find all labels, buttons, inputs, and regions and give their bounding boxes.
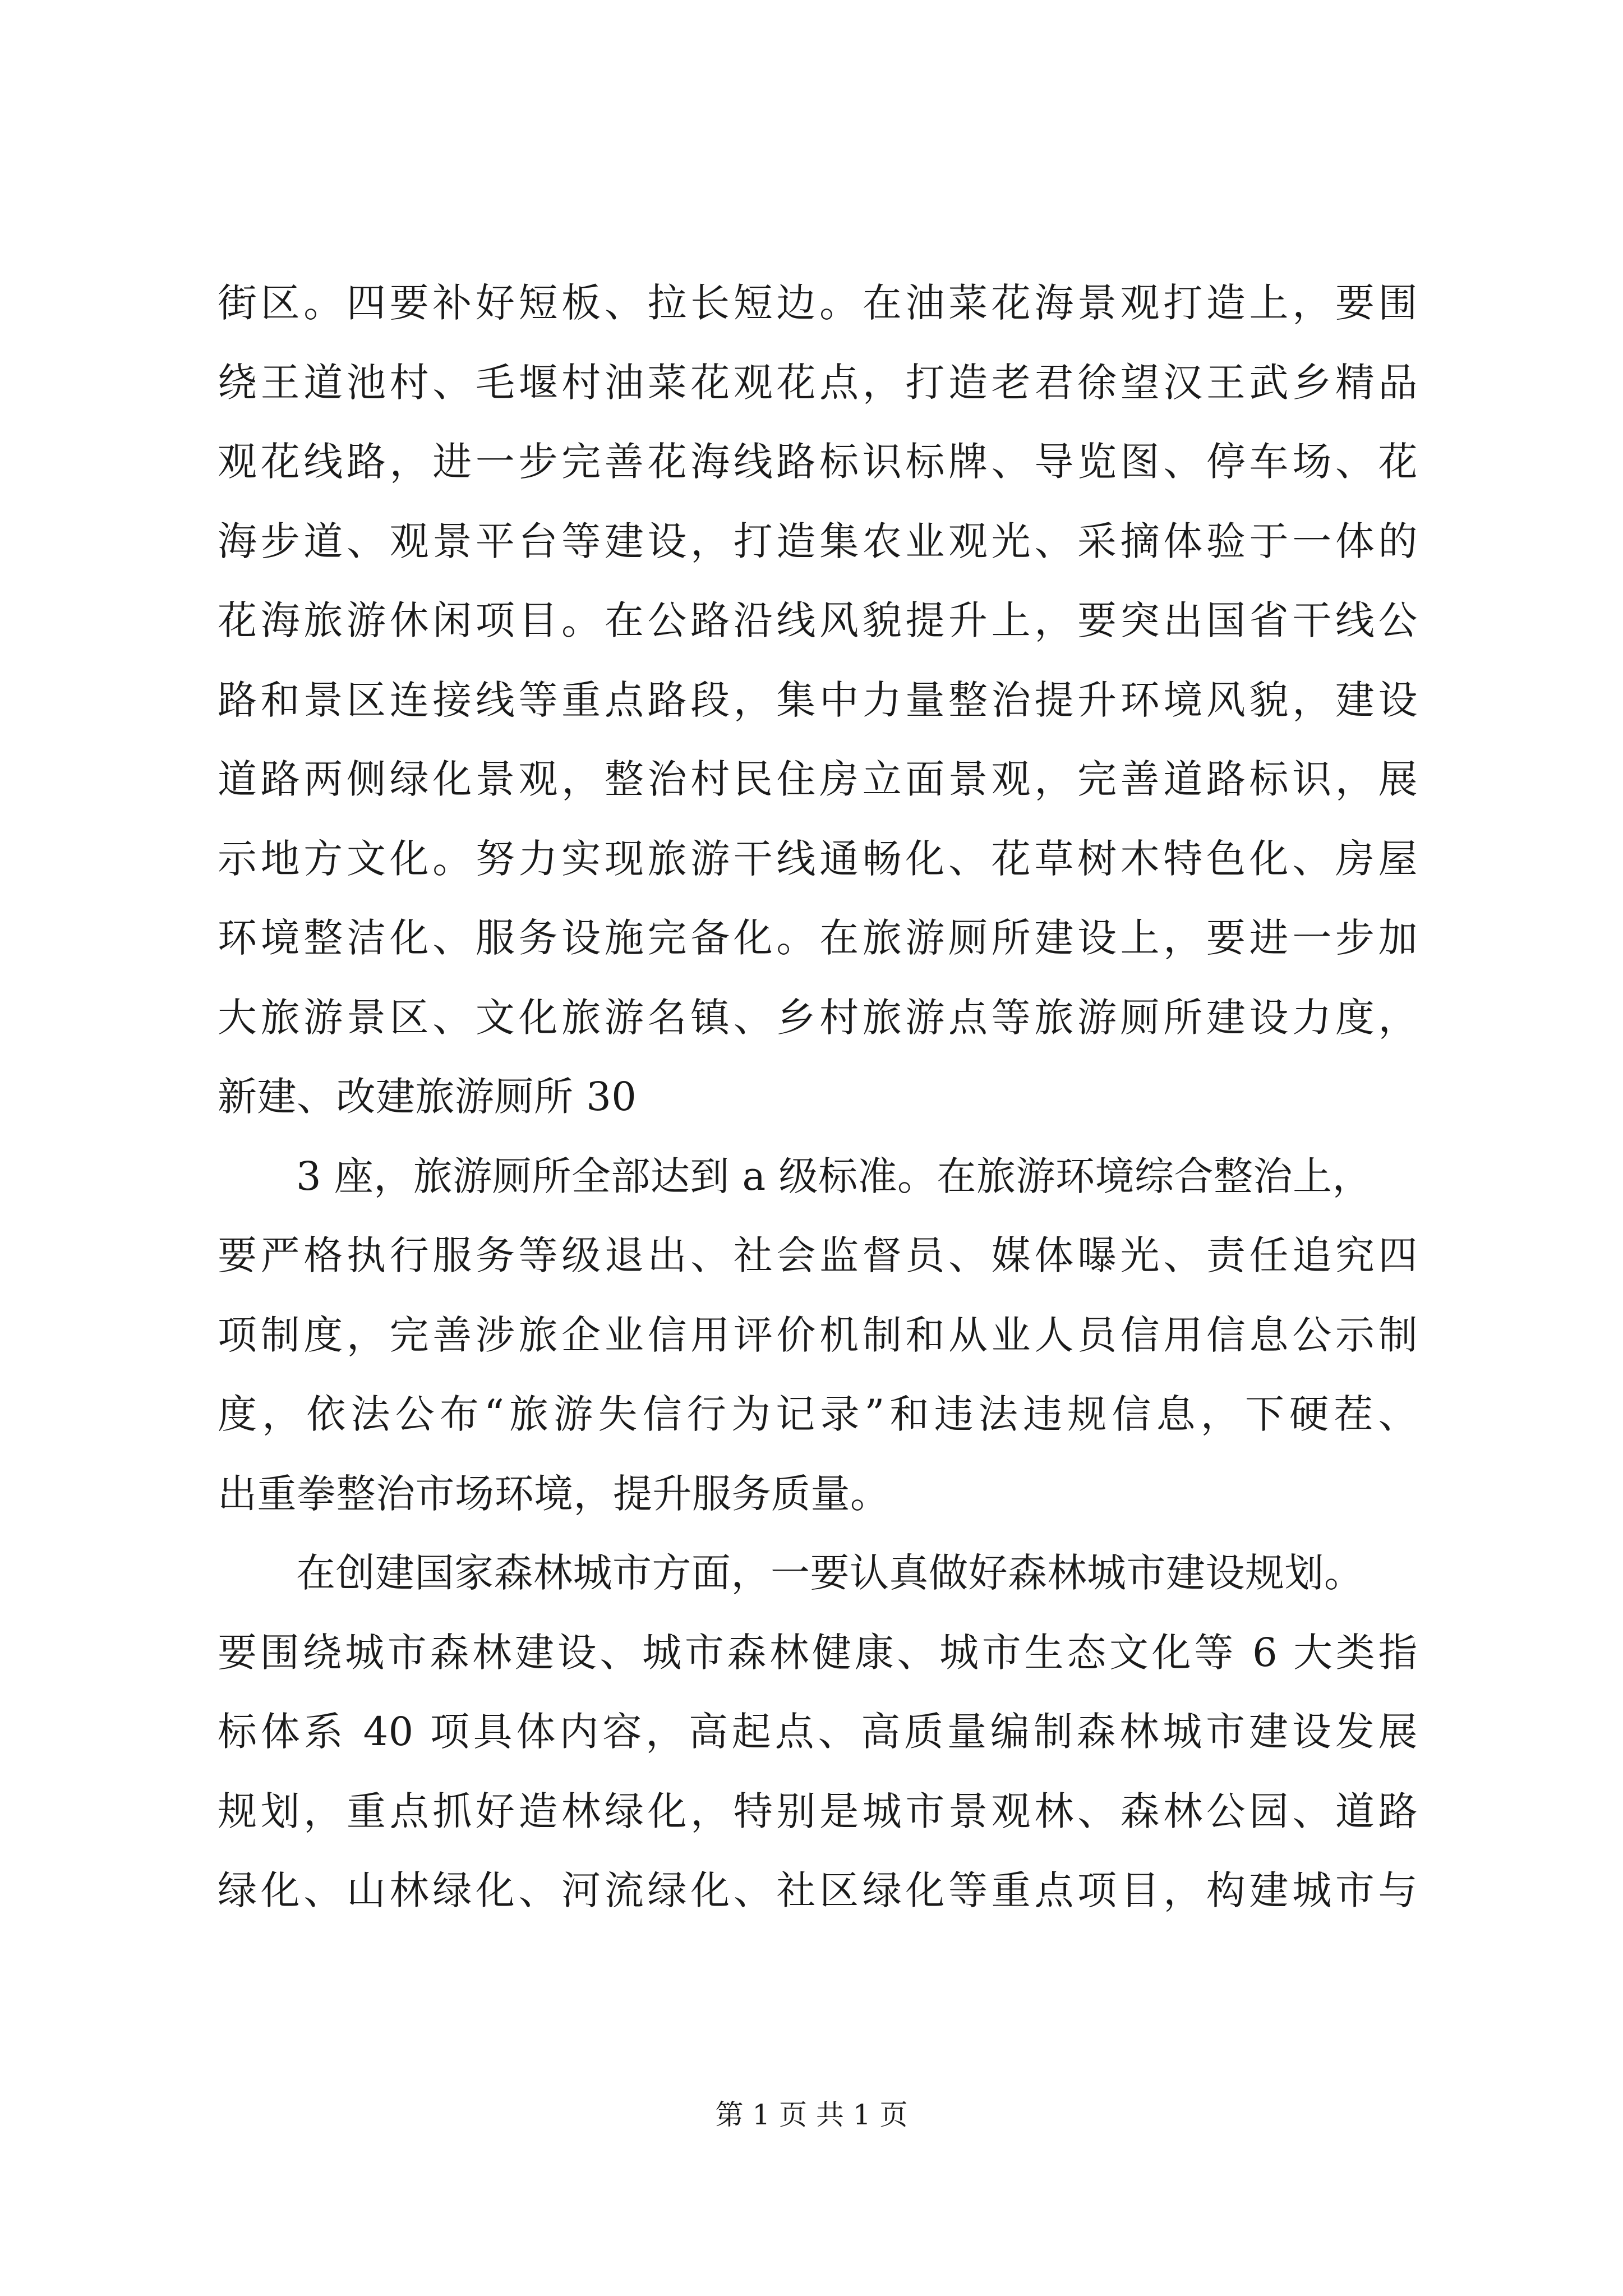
text-line: 要严格执行服务等级退出、社会监督员、媒体曝光、责任追究四 (218, 1232, 1418, 1278)
text-line: 海步道、观景平台等建设，打造集农业观光、采摘体验于一体的 (218, 518, 1418, 564)
text-line: 环境整洁化、服务设施完备化。在旅游厕所建设上，要进一步加 (218, 915, 1418, 961)
text-line: 规划，重点抓好造林绿化，特别是城市景观林、森林公园、道路 (218, 1788, 1418, 1834)
text-line: 观花线路，进一步完善花海线路标识标牌、导览图、停车场、花 (218, 439, 1418, 485)
text-line: 度，依法公布“旅游失信行为记录”和违法违规信息，下硬茬、 (218, 1391, 1418, 1437)
text-line: 标体系 40 项具体内容，高起点、高质量编制森林城市建设发展 (218, 1709, 1418, 1755)
text-line: 项制度，完善涉旅企业信用评价机制和从业人员信用信息公示制 (218, 1312, 1418, 1358)
text-line: 大旅游景区、文化旅游名镇、乡村旅游点等旅游厕所建设力度， (218, 994, 1418, 1041)
text-line: 出重拳整治市场环境，提升服务质量。 (218, 1470, 890, 1517)
text-line: 路和景区连接线等重点路段，集中力量整治提升环境风貌，建设 (218, 677, 1418, 723)
text-line: 要围绕城市森林建设、城市森林健康、城市生态文化等 6 大类指 (218, 1629, 1418, 1676)
text-line: 在创建国家森林城市方面，一要认真做好森林城市建设规划。 (296, 1550, 1364, 1596)
text-line: 绕王道池村、毛堰村油菜花观花点，打造老君徐望汉王武乡精品 (218, 359, 1418, 406)
page-footer: 第 1 页 共 1 页 (715, 2099, 908, 2131)
text-line: 道路两侧绿化景观，整治村民住房立面景观，完善道路标识，展 (218, 756, 1418, 802)
text-line: 绿化、山林绿化、河流绿化、社区绿化等重点项目，构建城市与 (218, 1867, 1418, 1913)
text-line: 街区。四要补好短板、拉长短边。在油菜花海景观打造上，要围 (218, 280, 1418, 326)
body-text (218, 264, 1418, 1931)
text-line: 3 座，旅游厕所全部达到 a 级标准。在旅游环境综合整治上， (296, 1153, 1372, 1199)
text-line: 示地方文化。努力实现旅游干线通畅化、花草树木特色化、房屋 (218, 835, 1418, 882)
text-line: 新建、改建旅游厕所 30 (218, 1074, 637, 1120)
text-line: 花海旅游休闲项目。在公路沿线风貌提升上，要突出国省干线公 (218, 597, 1418, 643)
